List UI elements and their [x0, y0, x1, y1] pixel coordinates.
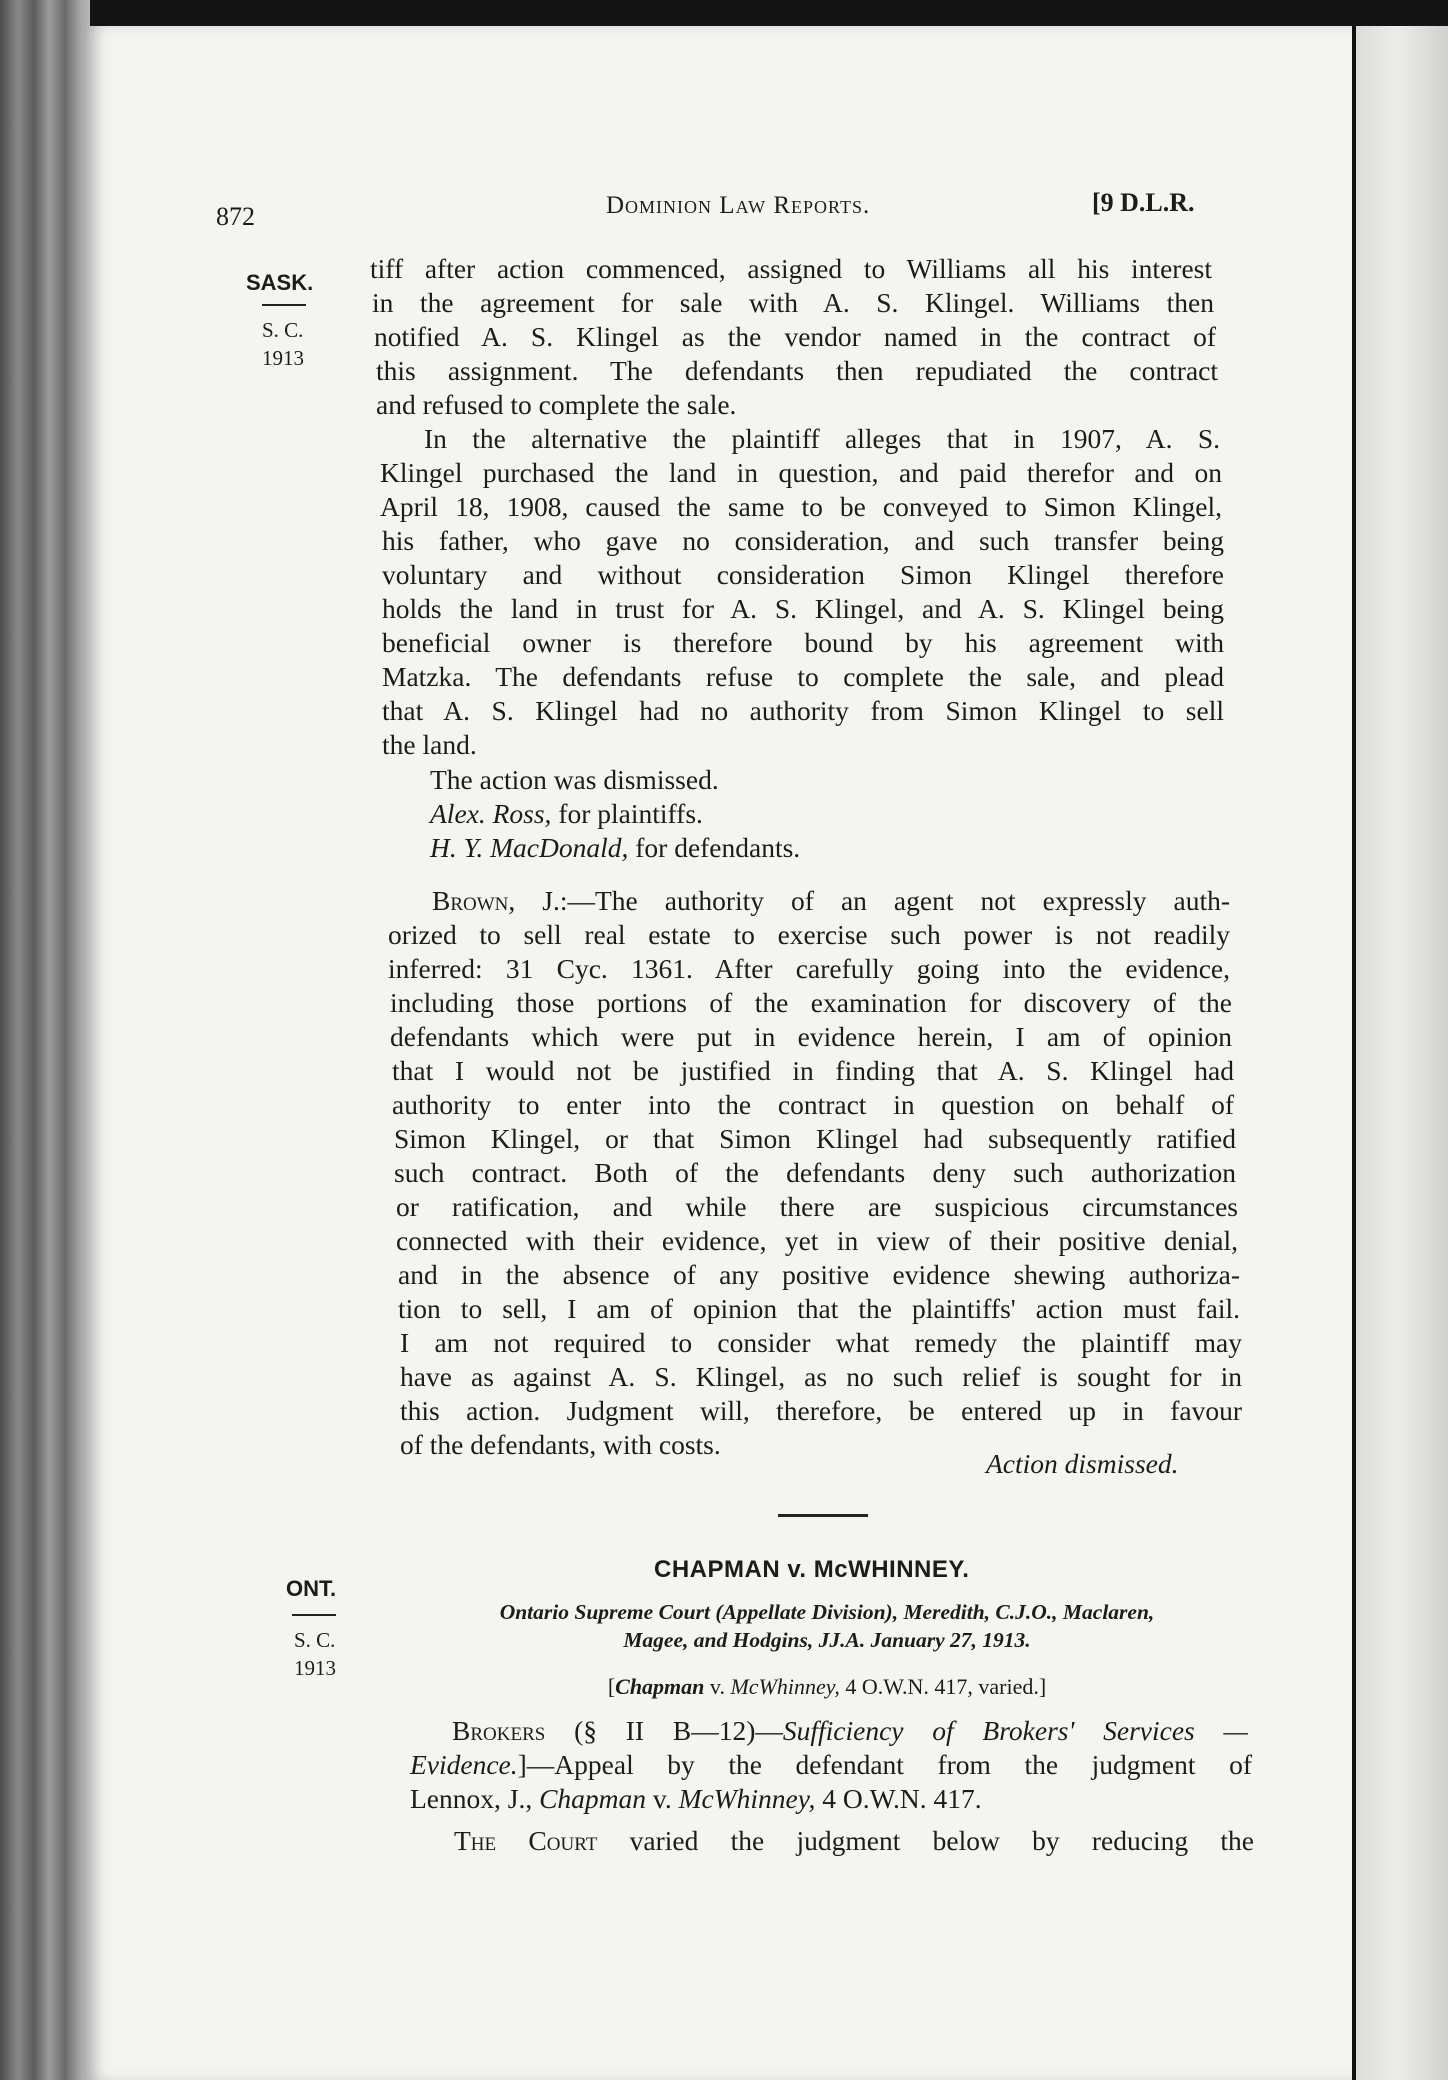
text-line: the land.: [382, 729, 477, 760]
text-line: orized to sell real estate to exercise such power is not readily: [388, 919, 1230, 950]
text-line: such contract. Both of the defendants deny such authorization: [394, 1157, 1236, 1188]
text-line: I am not required to consider what remedy the plaintiff may: [400, 1327, 1242, 1358]
text-line: and in the absence of any positive evidence shewing authoriza-: [398, 1259, 1240, 1290]
counsel-defendants-name: H. Y. MacDonald,: [430, 832, 629, 863]
volume-citation: [9 D.L.R.: [1092, 188, 1195, 217]
text-line: his father, who gave no consideration, and such transfer being: [382, 525, 1224, 556]
text-line: Klingel purchased the land in question, and paid therefor and on: [380, 457, 1222, 488]
text-line: tion to sell, I am of opinion that the plaintiffs' action must fail.: [398, 1293, 1240, 1324]
text-line: tiff after action commenced, assigned to Williams all his interest: [370, 253, 1212, 284]
judge-name: Brown, J.: [432, 885, 560, 916]
facing-page-edge: [1356, 26, 1448, 2080]
citation-case: Chapman: [615, 1674, 705, 1699]
margin-year: 1913: [294, 1656, 336, 1680]
headnote-v: v.: [646, 1783, 679, 1814]
margin-province: ONT.: [286, 1576, 337, 1601]
counsel-plaintiffs: [430, 798, 703, 830]
text-line: holds the land in trust for A. S. Klingel, and A. S. Klingel being: [382, 593, 1224, 624]
margin-court: S. C.: [262, 318, 304, 342]
book-spine: [0, 0, 90, 2080]
text-line: that I would not be justified in finding that A. S. Klingel had: [392, 1055, 1234, 1086]
court-text: varied the judgment below by reducing the: [597, 1825, 1254, 1856]
dismissed-line: The action was dismissed.: [430, 764, 719, 795]
headnote-topic: Brokers: [452, 1715, 546, 1746]
text-line: connected with their evidence, yet in view of their positive denial,: [396, 1225, 1238, 1256]
page-number: 872: [216, 202, 255, 231]
text-line: [410, 1782, 1252, 1816]
text-line: Matzka. The defendants refuse to complete the sale, and plead: [382, 661, 1224, 692]
margin-rule: [292, 1614, 336, 1616]
court-label: The Court: [454, 1825, 598, 1856]
judgment-text: :—The authority of an agent not expressly auth-: [559, 885, 1231, 916]
headnote-title: Evidence.: [410, 1749, 518, 1780]
text-line: and refused to complete the sale.: [376, 389, 737, 420]
section-divider: [778, 1514, 868, 1517]
headnote-text: 4 O.W.N. 417.: [815, 1783, 982, 1814]
court-line: Ontario Supreme Court (Appellate Division), Meredith, C.J.O., Maclaren,: [499, 1600, 1155, 1624]
text-line: authority to enter into the contract in question on behalf of: [392, 1089, 1234, 1120]
headnote-text: Lennox, J.,: [410, 1783, 540, 1814]
text-line: [432, 884, 1230, 918]
headnote-case: Chapman: [539, 1783, 647, 1814]
text-line: notified A. S. Klingel as the vendor named in the contract of: [374, 321, 1216, 352]
margin-court: S. C.: [294, 1628, 336, 1652]
text-line: April 18, 1908, caused the same to be conveyed to Simon Klingel,: [380, 491, 1222, 522]
case-title: CHAPMAN v. McWHINNEY.: [654, 1556, 970, 1583]
court-line: Magee, and Hodgins, JJ.A. January 27, 1913.: [623, 1628, 1031, 1652]
text-line: this action. Judgment will, therefore, be entered up in favour: [400, 1395, 1242, 1426]
headnote-section: (§ II B—12)—: [545, 1715, 783, 1746]
text-line: that A. S. Klingel had no authority from Simon Klingel to sell: [382, 695, 1224, 726]
text-line: beneficial owner is therefore bound by his agreement with: [382, 627, 1224, 658]
text-line: this assignment. The defendants then repudiated the contract: [376, 355, 1218, 386]
margin-rule: [262, 304, 306, 306]
citation-bracket: [: [607, 1674, 616, 1699]
text-line: inferred: 31 Cyc. 1361. After carefully going into the evidence,: [388, 953, 1230, 984]
text-line: of the defendants, with costs.: [400, 1429, 721, 1460]
running-title: Dominion Law Reports.: [606, 192, 871, 219]
text-line: [454, 1824, 1254, 1858]
counsel-defendants: [430, 832, 800, 864]
text-line: or ratification, and while there are suspicious circumstances: [396, 1191, 1238, 1222]
case-result: Action dismissed.: [986, 1448, 1179, 1479]
text-line: voluntary and without consideration Simon Klingel therefore: [382, 559, 1224, 590]
citation-v: v.: [704, 1674, 731, 1699]
counsel-plaintiffs-role: for plaintiffs.: [558, 798, 703, 829]
headnote-text: ]—Appeal by the defendant from the judgment of: [517, 1749, 1252, 1780]
text-line: have as against A. S. Klingel, as no such relief is sought for in: [400, 1361, 1242, 1392]
citation-case2: McWhinney,: [730, 1674, 840, 1699]
text-line: Simon Klingel, or that Simon Klingel had subsequently ratified: [394, 1123, 1236, 1154]
counsel-defendants-role: for defendants.: [635, 832, 801, 863]
text-line: in the agreement for sale with A. S. Klingel. Williams then: [372, 287, 1214, 318]
text-line: [410, 1748, 1252, 1782]
headnote-title: Sufficiency of Brokers' Services —: [782, 1715, 1248, 1746]
citation-rest: 4 O.W.N. 417, varied.]: [839, 1674, 1047, 1699]
text-line: [452, 1714, 1248, 1748]
headnote-case2: McWhinney,: [678, 1783, 816, 1814]
margin-year: 1913: [262, 346, 304, 370]
citation-line: [404, 1674, 1250, 1700]
text-line: In the alternative the plaintiff alleges that in 1907, A. S.: [424, 423, 1220, 454]
scan-top-edge: [0, 0, 1448, 28]
margin-province: SASK.: [246, 270, 314, 295]
counsel-plaintiffs-name: Alex. Ross,: [430, 798, 552, 829]
text-line: defendants which were put in evidence herein, I am of opinion: [390, 1021, 1232, 1052]
text-line: including those portions of the examination for discovery of the: [390, 987, 1232, 1018]
